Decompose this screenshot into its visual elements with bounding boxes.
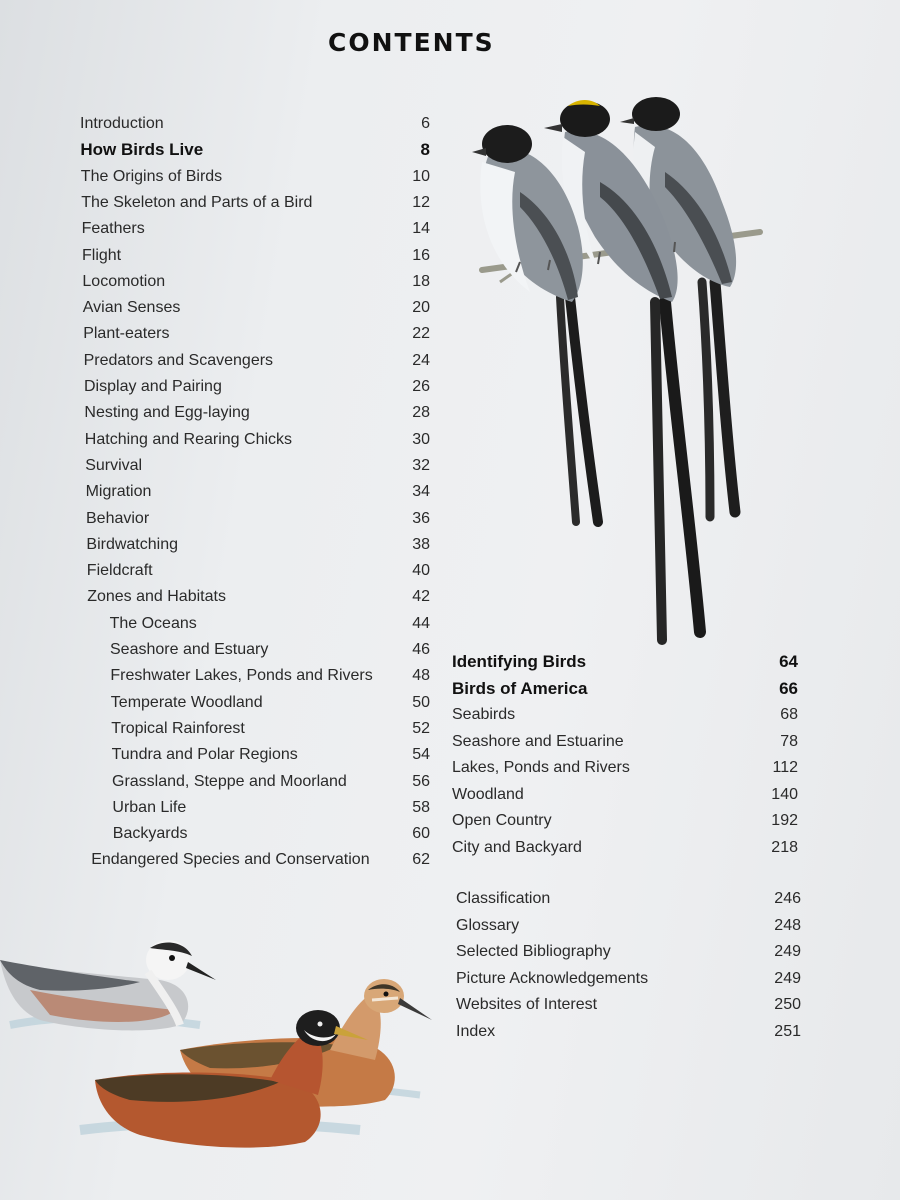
toc-entry-page-number: 32: [412, 456, 430, 474]
toc-entry-page-number: 50: [412, 693, 430, 711]
toc-entry-city-and-backyard: [452, 836, 798, 860]
toc-entry-predators-and-scavengers: [84, 349, 430, 373]
toc-entry-urban-life: [112, 796, 430, 820]
toc-entry-label: Hatching and Rearing Chicks: [84, 430, 293, 448]
toc-entry-open-country: [452, 809, 798, 833]
toc-entry-label: Grassland, Steppe and Moorland: [112, 772, 347, 790]
toc-entry-seashore-and-estuarine: [452, 730, 798, 754]
toc-entry-tundra-and-polar-regions: [112, 743, 430, 767]
toc-entry-page-number: 14: [412, 220, 430, 238]
toc-entry-label: Birdwatching: [86, 535, 178, 553]
toc-entry-birds-of-america: [452, 677, 798, 701]
toc-entry-locomotion: [82, 270, 430, 294]
toc-entry-the-skeleton-and-parts-of-a-bird: [81, 191, 430, 215]
toc-entry-page-number: 44: [412, 614, 430, 632]
toc-entry-avian-senses: [83, 296, 430, 320]
toc-entry-label: Freshwater Lakes, Ponds and Rivers: [110, 667, 373, 685]
toc-entry-plant-eaters: [83, 322, 430, 346]
toc-entry-woodland: [452, 783, 798, 807]
toc-entry-hatching-and-rearing-chicks: [85, 428, 430, 452]
toc-entry-label: How Birds Live: [80, 140, 204, 160]
toc-entry-label: Seashore and Estuarine: [452, 732, 624, 750]
toc-entry-label: Seashore and Estuary: [110, 641, 269, 658]
toc-entry-page-number: 250: [774, 996, 801, 1013]
toc-entry-page-number: 16: [412, 246, 430, 264]
toc-entry-page-number: 42: [412, 588, 430, 606]
toc-entry-label: Behavior: [86, 509, 150, 527]
toc-entry-page-number: 36: [412, 509, 430, 527]
toc-entry-page-number: 28: [412, 404, 430, 422]
toc-entry-page-number: 246: [774, 890, 801, 907]
toc-entry-label: The Oceans: [109, 614, 197, 632]
toc-entry-label: Websites of Interest: [456, 996, 598, 1013]
toc-entry-label: Urban Life: [112, 798, 187, 816]
toc-entry-label: Seabirds: [452, 706, 516, 723]
toc-entry-feathers: [82, 217, 430, 241]
toc-entry-page-number: 8: [420, 140, 430, 160]
toc-entry-label: Introduction: [80, 115, 164, 132]
toc-entry-lakes-ponds-and-rivers: [452, 756, 798, 780]
toc-entry-label: Identifying Birds: [452, 652, 587, 671]
toc-entry-page-number: 52: [412, 719, 430, 737]
toc-entry-page-number: 6: [421, 115, 430, 132]
toc-entry-page-number: 249: [774, 969, 801, 987]
toc-entry-page-number: 140: [771, 785, 798, 803]
toc-entry-page-number: 38: [412, 535, 430, 553]
toc-entry-fieldcraft: [87, 559, 430, 583]
toc-entry-display-and-pairing: [84, 375, 430, 399]
toc-entry-label: Woodland: [452, 785, 524, 803]
toc-entry-page-number: 78: [780, 732, 798, 750]
toc-entry-behavior: [86, 507, 430, 531]
toc-entry-label: Predators and Scavengers: [83, 351, 274, 369]
toc-entry-the-origins-of-birds: [81, 165, 430, 189]
toc-entry-selected-bibliography: [456, 940, 801, 964]
toc-entry-page-number: 34: [412, 483, 430, 501]
toc-entry-label: Classification: [456, 890, 551, 907]
toc-entry-grassland-steppe-and-moorland: [112, 770, 430, 794]
toc-entry-page-number: 46: [412, 641, 430, 658]
toc-entry-label: Avian Senses: [82, 299, 181, 317]
toc-entry-page-number: 60: [412, 825, 430, 843]
toc-entry-page-number: 22: [412, 325, 430, 343]
toc-entry-freshwater-lakes-ponds-and-rivers: [110, 664, 430, 688]
toc-entry-introduction: [80, 112, 430, 136]
toc-entry-label: Survival: [85, 456, 143, 474]
toc-entry-page-number: 251: [774, 1022, 801, 1040]
toc-entry-label: Tropical Rainforest: [111, 719, 245, 737]
toc-entry-backyards: [113, 822, 430, 846]
toc-entry-label: Tundra and Polar Regions: [111, 746, 298, 764]
toc-entry-picture-acknowledgements: [456, 967, 801, 991]
toc-entry-zones-and-habitats: [87, 585, 430, 609]
toc-entry-page-number: 58: [412, 798, 430, 816]
toc-entry-index: [456, 1020, 801, 1044]
toc-entry-migration: [86, 480, 430, 504]
toc-entry-label: Glossary: [456, 916, 520, 934]
toc-entry-label: Feathers: [81, 220, 145, 238]
toc-entry-page-number: 68: [780, 706, 798, 723]
toc-entry-page-number: 26: [412, 378, 430, 395]
toc-entry-label: Lakes, Ponds and Rivers: [452, 759, 630, 776]
toc-entry-page-number: 248: [774, 916, 801, 934]
toc-entry-page-number: 40: [412, 562, 430, 580]
toc-entry-seashore-and-estuary: [110, 638, 430, 662]
toc-entry-label: Picture Acknowledgements: [456, 969, 649, 987]
toc-entry-label: Endangered Species and Conservation: [91, 851, 370, 869]
toc-entry-label: Fieldcraft: [86, 562, 153, 580]
toc-entry-page-number: 249: [774, 943, 801, 960]
toc-entry-page-number: 66: [779, 678, 798, 698]
toc-entry-survival: [85, 454, 430, 478]
toc-entry-label: Temperate Woodland: [110, 693, 263, 711]
toc-entry-how-birds-live: [80, 138, 430, 162]
toc-entry-page-number: 18: [412, 272, 430, 290]
toc-entry-label: Plant-eaters: [83, 325, 170, 343]
toc-entry-page-number: 56: [412, 772, 430, 790]
toc-entry-page-number: 64: [779, 652, 798, 671]
toc-entry-page-number: 218: [771, 838, 798, 856]
toc-entry-birdwatching: [86, 533, 430, 557]
toc-entry-page-number: 192: [771, 812, 798, 829]
toc-entry-endangered-species-and-conservation: [91, 848, 430, 872]
toc-entry-label: Zones and Habitats: [87, 588, 226, 606]
toc-entry-label: The Origins of Birds: [80, 167, 223, 185]
toc-entry-page-number: 112: [772, 759, 798, 776]
toc-entry-seabirds: [452, 703, 798, 727]
toc-entry-flight: [82, 244, 430, 268]
toc-entry-nesting-and-egg-laying: [84, 401, 430, 425]
toc-entry-page-number: 20: [412, 299, 430, 317]
toc-entry-classification: [456, 887, 801, 911]
toc-entry-page-number: 30: [412, 430, 430, 448]
toc-entry-label: The Skeleton and Parts of a Bird: [81, 193, 313, 211]
toc-entry-label: City and Backyard: [452, 838, 582, 856]
toc-entry-label: Display and Pairing: [84, 378, 222, 395]
toc-entry-the-oceans: [110, 612, 430, 636]
phalarope-birds-illustration: [0, 930, 440, 1180]
toc-entry-label: Backyards: [112, 825, 188, 843]
toc-entry-label: Nesting and Egg-laying: [84, 404, 250, 422]
toc-entry-label: Birds of America: [452, 678, 588, 698]
toc-entry-page-number: 54: [412, 746, 430, 764]
flycatcher-birds-illustration: [460, 92, 780, 652]
toc-entry-label: Migration: [85, 483, 152, 501]
toc-entry-websites-of-interest: [456, 993, 801, 1017]
toc-entry-page-number: 24: [412, 351, 430, 369]
toc-entry-page-number: 62: [412, 851, 430, 869]
toc-entry-glossary: [456, 914, 801, 938]
toc-entry-identifying-birds: [452, 650, 798, 674]
toc-entry-label: Selected Bibliography: [456, 943, 611, 960]
toc-entry-label: Open Country: [452, 812, 552, 829]
toc-entry-page-number: 12: [412, 193, 430, 211]
toc-entry-page-number: 48: [412, 667, 430, 685]
toc-entry-label: Flight: [82, 246, 122, 264]
toc-entry-page-number: 10: [412, 167, 430, 185]
toc-entry-tropical-rainforest: [111, 717, 430, 741]
page-title: CONTENTS: [328, 28, 495, 57]
toc-entry-label: Index: [456, 1022, 496, 1040]
toc-entry-label: Locomotion: [82, 272, 166, 290]
toc-entry-temperate-woodland: [111, 691, 430, 715]
